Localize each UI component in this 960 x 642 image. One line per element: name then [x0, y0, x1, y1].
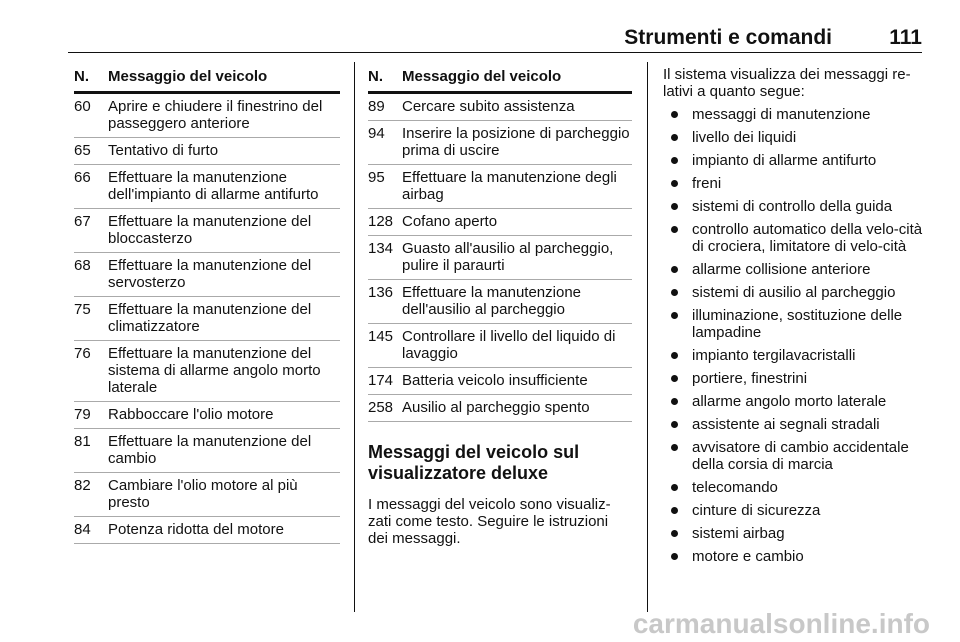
- message-number: 95: [368, 165, 402, 209]
- message-number: 68: [74, 253, 108, 297]
- message-text: Effettuare la manutenzione del servosterzo: [108, 253, 340, 297]
- section-paragraph: I messaggi del veicolo sono visualiz-zati come testo. Seguire le istruzioni dei messaggi.: [368, 496, 611, 547]
- message-number: 128: [368, 209, 402, 236]
- vehicle-messages-table-left: [74, 66, 340, 544]
- table-row: [74, 165, 340, 209]
- table-row: [368, 236, 632, 280]
- message-number: 82: [74, 473, 108, 517]
- message-text: Rabboccare l'olio motore: [108, 402, 340, 429]
- message-number: 89: [368, 93, 402, 121]
- message-number: 94: [368, 121, 402, 165]
- message-text: Cambiare l'olio motore al più presto: [108, 473, 340, 517]
- list-item: avvisatore di cambio accidentale della corsia di marcia: [663, 439, 928, 473]
- list-item: livello dei liquidi: [663, 129, 928, 146]
- column-header-message: Messaggio del veicolo: [402, 66, 632, 93]
- list-item: motore e cambio: [663, 548, 928, 565]
- message-number: 66: [74, 165, 108, 209]
- table-row: [74, 517, 340, 544]
- list-item: impianto di allarme antifurto: [663, 152, 928, 169]
- message-text: Effettuare la manutenzione degli airbag: [402, 165, 632, 209]
- message-text: Cercare subito assistenza: [402, 93, 632, 121]
- message-number: 67: [74, 209, 108, 253]
- list-item: sistemi di ausilio al parcheggio: [663, 284, 928, 301]
- table-row: [74, 473, 340, 517]
- table-row: [368, 280, 632, 324]
- table-row: [74, 253, 340, 297]
- middle-column: [368, 66, 632, 547]
- intro-text: Il sistema visualizza dei messaggi re-lativi a quanto segue:: [663, 66, 911, 100]
- message-text: Potenza ridotta del motore: [108, 517, 340, 544]
- message-text: Effettuare la manutenzione dell'ausilio al parcheggio: [402, 280, 632, 324]
- list-item: impianto tergilavacristalli: [663, 347, 928, 364]
- table-row: [74, 341, 340, 402]
- message-number: 75: [74, 297, 108, 341]
- list-item: sistemi di controllo della guida: [663, 198, 928, 215]
- page-header: [68, 26, 922, 53]
- right-column: [663, 66, 928, 571]
- message-number: 174: [368, 368, 402, 395]
- list-item: freni: [663, 175, 928, 192]
- feature-list: [663, 106, 928, 565]
- message-number: 134: [368, 236, 402, 280]
- message-text: Effettuare la manutenzione del sistema di allarme angolo morto laterale: [108, 341, 340, 402]
- message-number: 60: [74, 93, 108, 138]
- message-number: 145: [368, 324, 402, 368]
- message-number: 76: [74, 341, 108, 402]
- message-text: Cofano aperto: [402, 209, 632, 236]
- page-title: Strumenti e comandi: [624, 26, 832, 49]
- list-item: messaggi di manutenzione: [663, 106, 928, 123]
- table-row: [74, 402, 340, 429]
- table-row: [368, 368, 632, 395]
- column-header-number: N.: [74, 66, 108, 93]
- message-text: Effettuare la manutenzione del cambio: [108, 429, 340, 473]
- message-text: Effettuare la manutenzione del bloccasterzo: [108, 209, 340, 253]
- message-number: 84: [74, 517, 108, 544]
- message-text: Ausilio al parcheggio spento: [402, 395, 632, 422]
- column-header-number: N.: [368, 66, 402, 93]
- list-item: controllo automatico della velo-cità di crociera, limitatore di velo-cità: [663, 221, 928, 255]
- table-row: [368, 93, 632, 121]
- left-column: [74, 66, 340, 544]
- message-number: 65: [74, 138, 108, 165]
- table-header-row: [74, 66, 340, 93]
- table-header-row: [368, 66, 632, 93]
- message-number: 136: [368, 280, 402, 324]
- message-text: Effettuare la manutenzione dell'impianto di allarme antifurto: [108, 165, 340, 209]
- table-row: [74, 138, 340, 165]
- list-item: sistemi airbag: [663, 525, 928, 542]
- table-row: [368, 324, 632, 368]
- table-row: [74, 209, 340, 253]
- list-item: allarme collisione anteriore: [663, 261, 928, 278]
- vehicle-messages-table-middle: [368, 66, 632, 422]
- table-row: [74, 93, 340, 138]
- message-text: Inserire la posizione di parcheggio prima di uscire: [402, 121, 632, 165]
- message-text: Controllare il livello del liquido di lavaggio: [402, 324, 632, 368]
- list-item: portiere, finestrini: [663, 370, 928, 387]
- message-text: Guasto all'ausilio al parcheggio, pulire il paraurti: [402, 236, 632, 280]
- section-heading: Messaggi del veicolo sul visualizzatore deluxe: [368, 442, 580, 483]
- table-row: [74, 429, 340, 473]
- list-item: cinture di sicurezza: [663, 502, 928, 519]
- message-text: Aprire e chiudere il finestrino del passeggero anteriore: [108, 93, 340, 138]
- message-text: Batteria veicolo insufficiente: [402, 368, 632, 395]
- table-row: [368, 165, 632, 209]
- list-item: illuminazione, sostituzione delle lampadine: [663, 307, 928, 341]
- page-number: 111: [889, 26, 922, 49]
- message-text: Effettuare la manutenzione del climatizzatore: [108, 297, 340, 341]
- column-divider: [354, 62, 355, 612]
- message-number: 81: [74, 429, 108, 473]
- table-row: [368, 395, 632, 422]
- message-number: 79: [74, 402, 108, 429]
- message-number: 258: [368, 395, 402, 422]
- table-row: [368, 209, 632, 236]
- list-item: allarme angolo morto laterale: [663, 393, 928, 410]
- table-row: [74, 297, 340, 341]
- column-header-message: Messaggio del veicolo: [108, 66, 340, 93]
- table-row: [368, 121, 632, 165]
- watermark: carmanualsonline.info: [632, 608, 930, 639]
- list-item: assistente ai segnali stradali: [663, 416, 928, 433]
- column-divider: [647, 62, 648, 612]
- message-text: Tentativo di furto: [108, 138, 340, 165]
- list-item: telecomando: [663, 479, 928, 496]
